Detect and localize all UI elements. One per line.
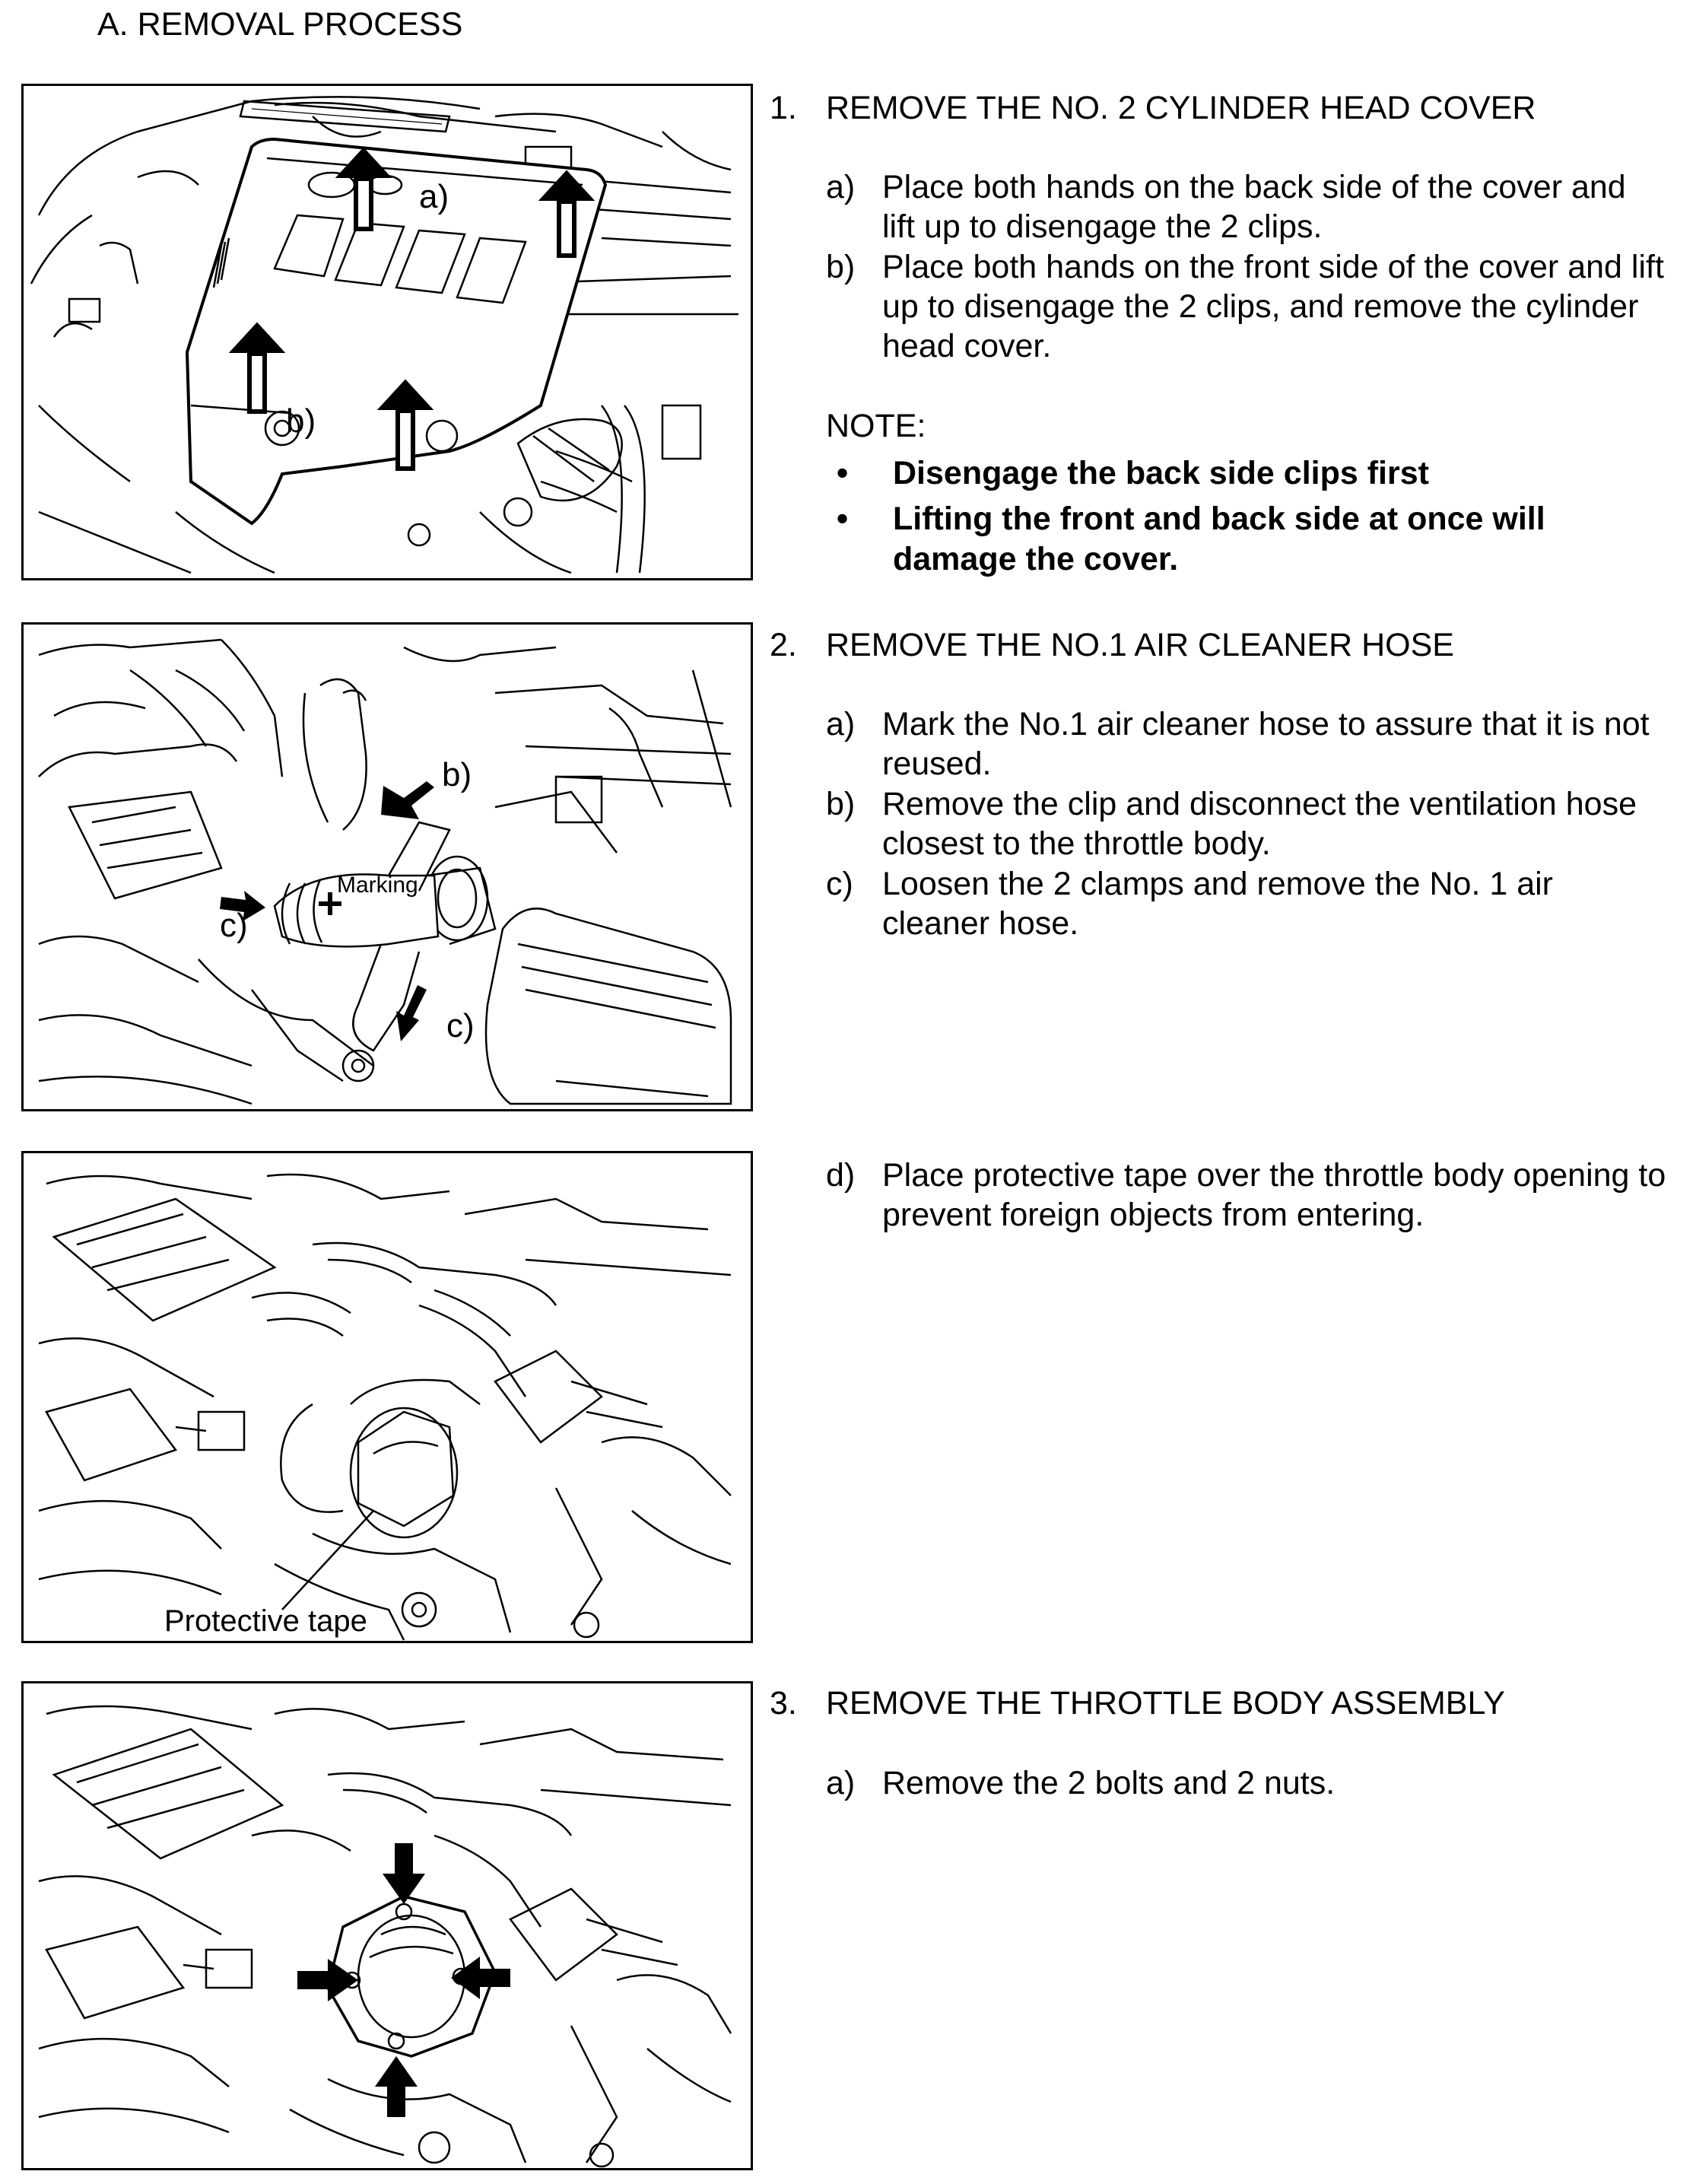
callout-b: b) [442,756,472,793]
step-text: Place both hands on the front side of the cover and lift up to disengage the 2 clips, and remove the cylinder head cover. [882,249,1664,364]
protective-tape-illustration [24,1153,751,1641]
step-2b [826,784,1693,863]
section-title-text: REMOVE THE NO. 2 CYLINDER HEAD COVER [826,90,1536,126]
step-label: b) [826,786,856,822]
air-cleaner-hose-illustration [24,625,751,1109]
step-text: Place both hands on the back side of the cover and lift up to disengage the 2 clips. [882,169,1626,245]
callout-protective-tape: Protective tape [164,1604,367,1638]
figure-cylinder-head-cover [21,84,753,580]
step-label: b) [826,249,856,285]
note-text: Disengage the back side clips first [893,455,1429,491]
section-number: 2. [770,627,797,663]
figure-protective-tape [21,1151,753,1643]
note-label: NOTE: [826,408,926,444]
step-text: Loosen the 2 clamps and remove the No. 1 air cleaner hose. [882,866,1554,942]
figure-air-cleaner-hose [21,622,753,1111]
step-text: Place protective tape over the throttle body opening to prevent foreign objects from entering. [882,1157,1666,1233]
step-label: c) [826,866,853,902]
step-label: a) [826,169,856,205]
section-3-title [770,1685,1682,1725]
page-heading: A. REMOVAL PROCESS [97,6,463,43]
step-text: Mark the No.1 air cleaner hose to assure that it is not reused. [882,706,1650,782]
step-label: a) [826,1765,856,1801]
callout-a: a) [419,178,449,215]
step-2a [826,704,1693,784]
section-1-title [770,90,1682,129]
callout-c-left: c) [220,907,248,944]
cylinder-head-cover-illustration [24,86,751,578]
callout-marking: Marking [337,873,418,898]
bullet-icon: • [837,501,849,537]
step-text: Remove the clip and disconnect the ventilation hose closest to the throttle body. [882,786,1637,862]
step-2d [826,1156,1693,1235]
step-3a [826,1763,1693,1803]
section-title-text: REMOVE THE THROTTLE BODY ASSEMBLY [826,1685,1505,1721]
step-1b [826,247,1693,369]
throttle-body-illustration [24,1683,751,2168]
section-title-text: REMOVE THE NO.1 AIR CLEANER HOSE [826,627,1454,663]
step-2c [826,864,1693,943]
note-item [837,453,1673,496]
note-item [837,499,1673,583]
callout-c-bottom: c) [446,1007,475,1044]
section-number: 3. [770,1685,797,1721]
step-label: a) [826,706,856,742]
figure-throttle-body [21,1681,753,2170]
callout-b: b) [286,402,316,440]
bullet-icon: • [837,455,849,491]
step-text: Remove the 2 bolts and 2 nuts. [882,1765,1336,1801]
step-1a [826,167,1693,246]
section-number: 1. [770,90,797,126]
note-text: Lifting the front and back side at once will damage the cover. [893,501,1545,577]
section-2-title [770,627,1682,666]
step-label: d) [826,1157,856,1194]
